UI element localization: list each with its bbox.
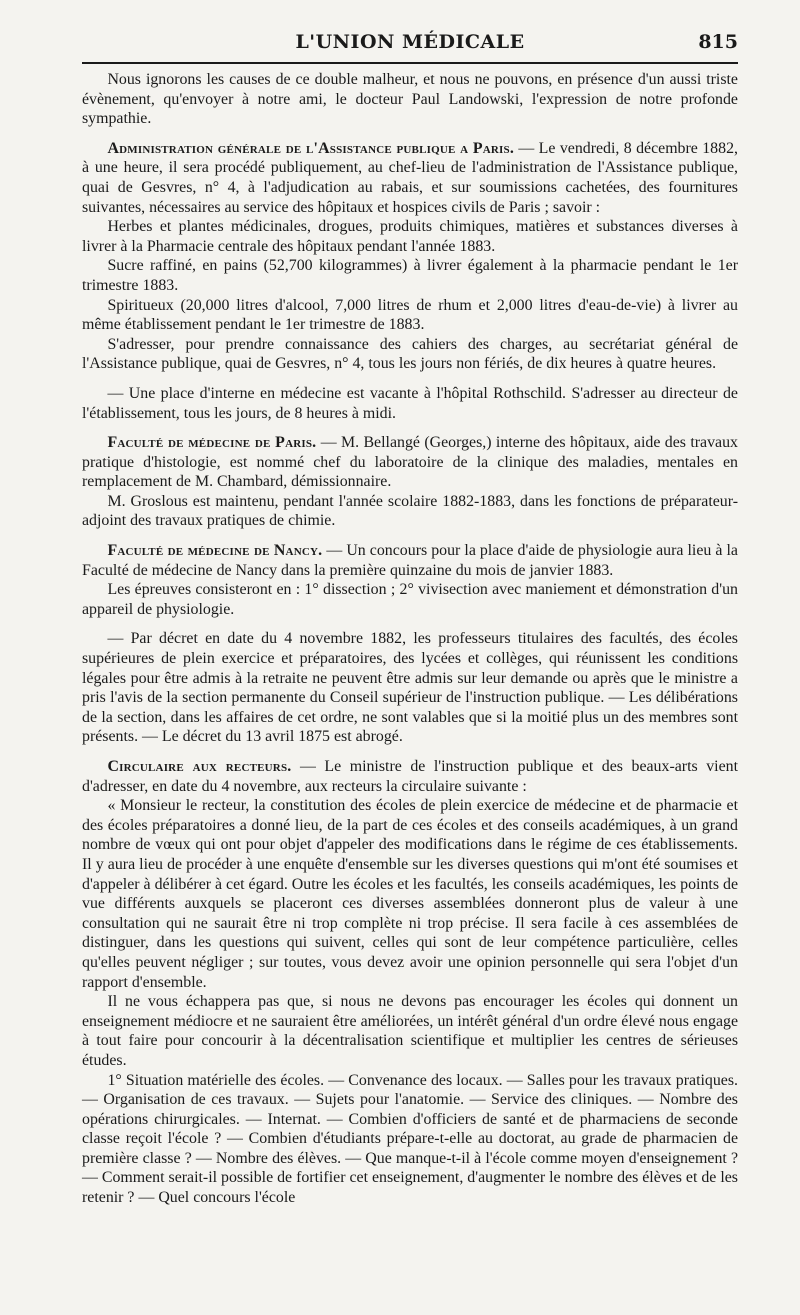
paragraph-text: M. Groslous est maintenu, pendant l'année scolaire 1882-1883, dans les fonctions de préparateur-adjoint des travaux pratiques de chimie.: [82, 492, 738, 530]
paragraph: [82, 139, 738, 217]
paragraph: [82, 217, 738, 256]
running-header: [82, 28, 738, 56]
paragraph-text: « Monsieur le recteur, la constitution des écoles de plein exercice de médecine et de pharmacie et des écoles préparatoires a donné lieu, de la part de ces écoles et des conseils académiques, à un grand nombre de vœux qui ont pour objet d'appeler des modifications dans le régime de ces établissements. Il y aura lieu de procéder à une enquête d'ensemble sur les diverses questions qui m'ont été soumises et d'appeler à délibérer à cet égard. Outre les écoles et les facultés, les conseils académiques, les points de vue différents auxquels se placeront ces diverses assemblées donneront plus de valeur à une consultation qui ne saurait être ni trop complète ni trop précise. Il sera facile à ces assemblées de distinguer, dans les questions qui suivent, celles qui sont de leur compétence particulière, celles qu'elles peuvent négliger ; sur toutes, vous devez avoir une opinion personnelle qui sera l'objet d'un rapport d'ensemble.: [82, 797, 738, 991]
paragraph: [82, 296, 738, 335]
paragraph-text: — Par décret en date du 4 novembre 1882, les professeurs titulaires des facultés, des écoles supérieures de plein exercice et préparatoires, des lycées et collèges, qui réunissent les conditions légales pour être admis à la retraite ne peuvent être admis sur leur demande ou après que le ministre a pris l'avis de la section permanente du Conseil supérieur de l'instruction publique. — Les délibérations de la section, dans les affaires de cet ordre, ne sont valables que si la moitié plus un des membres sont présents. — Le décret du 13 avril 1875 est abrogé.: [82, 630, 738, 746]
journal-title: L'UNION MÉDICALE: [295, 31, 525, 53]
paragraph: [82, 384, 738, 423]
paragraph: [82, 541, 738, 580]
paragraph-text: — M. Bellangé (Georges,) interne des hôpitaux, aide des travaux pratique d'histologie, est nommé chef du laboratoire de la clinique des maladies, mentales en remplacement de M. Chambard, démissionnaire.: [82, 434, 738, 491]
section-heading: Circulaire aux recteurs.: [107, 758, 292, 775]
paragraph-text: 1° Situation matérielle des écoles. — Convenance des locaux. — Salles pour les travaux pratiques. — Organisation de ces travaux. — Sujets pour l'anatomie. — Service des cliniques. — Nombre des opérations chirurgicales. — Internat. — Combien d'officiers de santé et de pharmaciens de seconde classe reçoit l'école ? — Combien d'étudiants prépare-t-elle au doctorat, au grade de pharmacien de première classe ? — Nombre des élèves. — Que manque-t-il à l'école comme moyen d'enseignement ? — Comment serait-il possible de fortifier cet enseignement, d'augmenter le nombre des élèves et de les retenir ? — Quel concours l'école: [82, 1071, 738, 1207]
paragraph-text: S'adresser, pour prendre connaissance des cahiers des charges, au secrétariat général de l'Assistance publique, quai de Gesvres, n° 4, tous les jours non fériés, de dix heures à quatre heures.: [82, 335, 738, 373]
paragraph-text: — Le ministre de l'instruction publique et des beaux-arts vient d'adresser, en date du 4 novembre, aux recteurs la circulaire suivante :: [82, 758, 738, 795]
paragraph-text: Sucre raffiné, en pains (52,700 kilogrammes) à livrer également à la pharmacie pendant le 1er trimestre 1883.: [82, 257, 738, 294]
section-heading: Administration générale de l'Assistance publique a Paris.: [107, 139, 515, 157]
paragraph-text: Il ne vous échappera pas que, si nous ne devons pas encourager les écoles qui donnent un enseignement médiocre et ne sauraient être améliorées, un intérêt général d'un ordre élevé nous engage à tout faire pour concourir à la décentralisation scientifique et multiplier les centres de sérieuses études.: [82, 993, 738, 1069]
paragraph: [82, 796, 738, 992]
page-number: 815: [698, 31, 738, 53]
paragraph: [82, 70, 738, 129]
paragraph: [82, 433, 738, 492]
paragraph-text: Les épreuves consisteront en : 1° dissection ; 2° vivisection avec maniement et démonstration d'un appareil de physiologie.: [82, 581, 738, 618]
paragraph-text: Nous ignorons les causes de ce double malheur, et nous ne pouvons, en présence d'un aussi triste évènement, qu'envoyer à notre ami, le docteur Paul Landowski, l'expression de notre profonde sympathie.: [82, 71, 738, 128]
paragraph-text: — Le vendredi, 8 décembre 1882, à une heure, il sera procédé publiquement, au chef-lieu de l'administration de l'Assistance publique, quai de Gesvres, n° 4, à l'adjudication au rabais, et sur soumissions cachetées, des fournitures suivantes, nécessaires au service des hôpitaux et hospices civils de Paris ; savoir :: [82, 139, 738, 216]
paragraph: [82, 1071, 738, 1208]
section-heading: Faculté de médecine de Paris.: [107, 434, 317, 452]
paragraph: [82, 629, 738, 747]
paragraph-text: — Un concours pour la place d'aide de physiologie aura lieu à la Faculté de médecine de Nancy dans la première quinzaine du mois de janvier 1883.: [82, 542, 738, 579]
paragraph: [82, 335, 738, 374]
paragraph-text: Spiritueux (20,000 litres d'alcool, 7,000 litres de rhum et 2,000 litres d'eau-de-vie) à livrer au même établissement pendant le 1er trimestre de 1883.: [82, 296, 738, 334]
header-rule: [82, 62, 738, 64]
paragraph: [82, 992, 738, 1070]
paragraph: [82, 580, 738, 619]
paragraph-text: Herbes et plantes médicinales, drogues, produits chimiques, matières et substances diverses à livrer à la Pharmacie centrale des hôpitaux pendant l'année 1883.: [82, 218, 738, 255]
paragraph: [82, 256, 738, 295]
paragraph: [82, 492, 738, 531]
article-body: [82, 70, 738, 1208]
paragraph-text: — Une place d'interne en médecine est vacante à l'hôpital Rothschild. S'adresser au directeur de l'établissement, tous les jours, de 8 heures à midi.: [82, 384, 738, 422]
paragraph: [82, 757, 738, 796]
section-heading: Faculté de médecine de Nancy.: [107, 542, 323, 560]
